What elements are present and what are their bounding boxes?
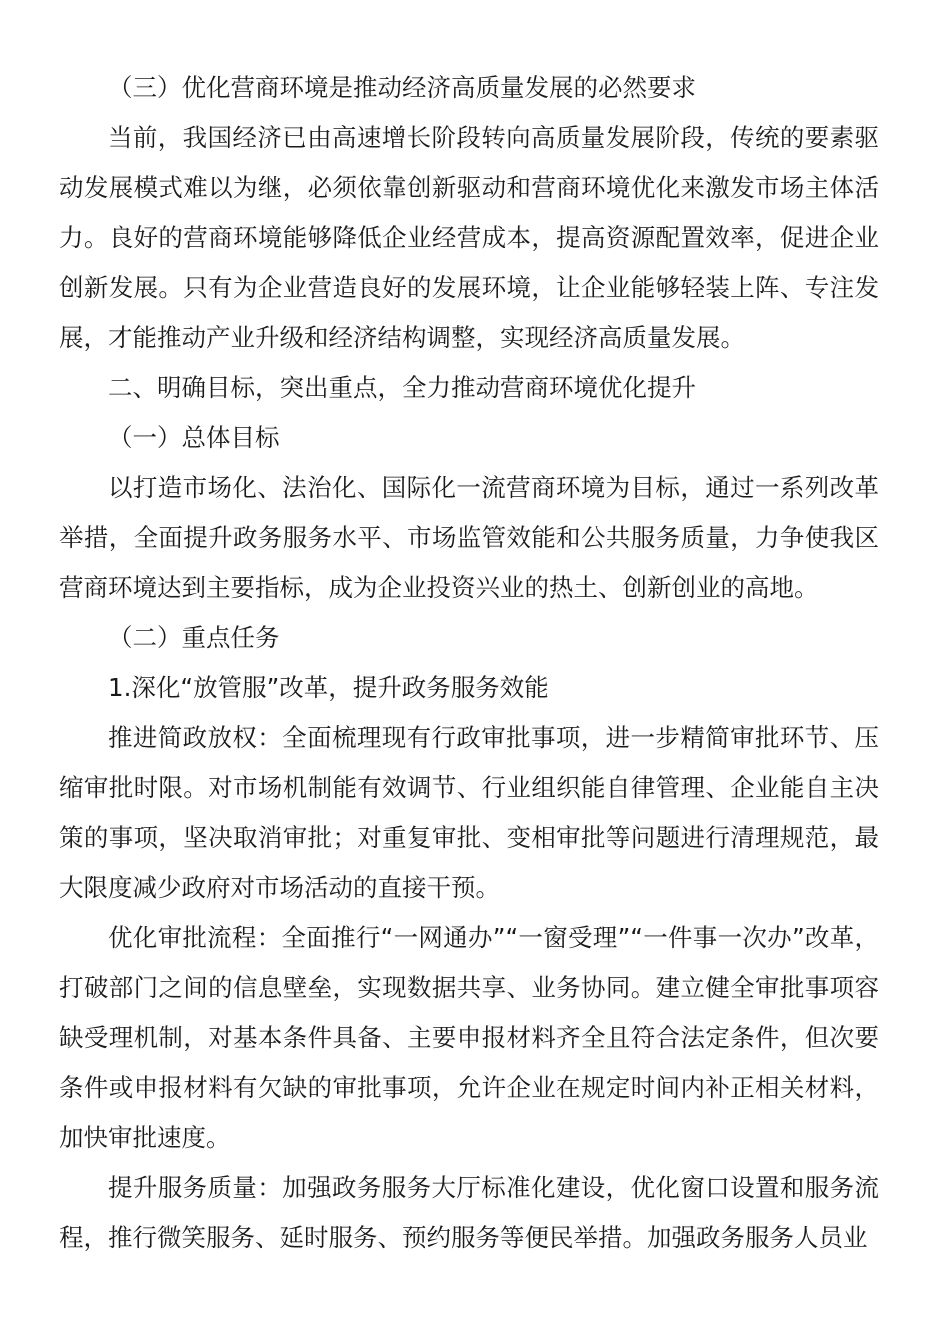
document-body xyxy=(59,63,879,1263)
body-paragraph: 以打造市场化、法治化、国际化一流营商环境为目标，通过一系列改革举措，全面提升政务服务水平、市场监管效能和公共服务质量，力争使我区营商环境达到主要指标，成为企业投资兴业的热土、创新创业的高地。 xyxy=(59,473,879,602)
section-heading-2: （二）重点任务 xyxy=(108,623,280,652)
task-heading-1: 1.深化“放管服”改革，提升政务服务效能 xyxy=(108,673,549,702)
body-paragraph: 优化审批流程：全面推行“一网通办”“一窗受理”“一件事一次办”改革，打破部门之间的信息壁垒，实现数据共享、业务协同。建立健全审批事项容缺受理机制，对基本条件具备、主要申报材料齐全且符合法定条件，但次要条件或申报材料有欠缺的审批事项，允许企业在规定时间内补正相关材料，加快审批速度。 xyxy=(59,923,879,1152)
body-paragraph: 提升服务质量：加强政务服务大厅标准化建设，优化窗口设置和服务流程，推行微笑服务、延时服务、预约服务等便民举措。加强政务服务人员业 xyxy=(59,1173,879,1252)
section-heading-3: （三）优化营商环境是推动经济高质量发展的必然要求 xyxy=(108,73,696,102)
chapter-heading-2: 二、明确目标，突出重点，全力推动营商环境优化提升 xyxy=(108,373,696,402)
body-paragraph: 当前，我国经济已由高速增长阶段转向高质量发展阶段，传统的要素驱动发展模式难以为继，必须依靠创新驱动和营商环境优化来激发市场主体活力。良好的营商环境能够降低企业经营成本，提高资源配置效率，促进企业创新发展。只有为企业营造良好的发展环境，让企业能够轻装上阵、专注发展，才能推动产业升级和经济结构调整，实现经济高质量发展。 xyxy=(59,123,879,352)
body-paragraph: 推进简政放权：全面梳理现有行政审批事项，进一步精简审批环节、压缩审批时限。对市场机制能有效调节、行业组织能自律管理、企业能自主决策的事项，坚决取消审批；对重复审批、变相审批等问题进行清理规范，最大限度减少政府对市场活动的直接干预。 xyxy=(59,723,879,902)
section-heading-1: （一）总体目标 xyxy=(108,423,280,452)
